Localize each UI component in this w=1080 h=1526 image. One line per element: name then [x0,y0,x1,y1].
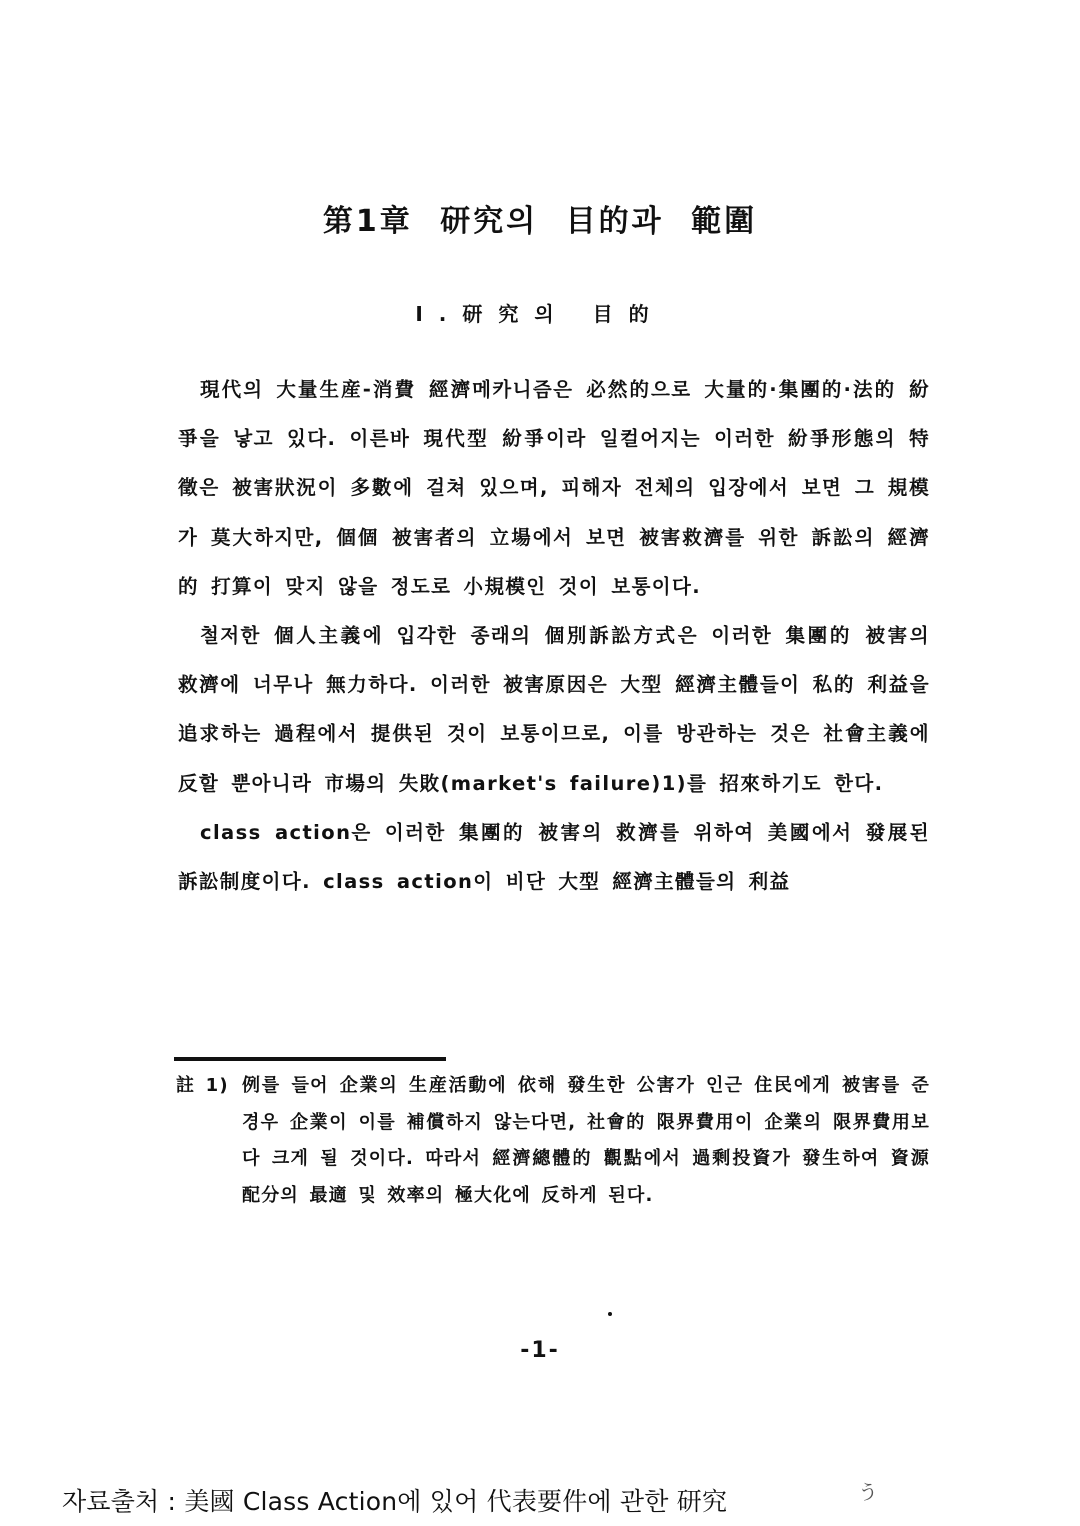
source-caption: 자료출처 : 美國 Class Action에 있어 代表要件에 관한 研究 [62,1487,728,1516]
body-text [178,365,930,906]
footnote [176,1068,930,1214]
speck-mark [608,1312,612,1316]
paragraph-1: 現代의 大量生産-消費 經濟메카니즘은 必然的으로 大量的·集團的·法的 紛爭을 낳고 있다. 이른바 現代型 紛爭이라 일컬어지는 이러한 紛爭形態의 特徵은 被害狀況이 多數에 걸쳐 있으며, 피해자 전체의 입장에서 보면 그 規模가 莫大하지만, 個個 被害者의 立場에서 보면 被害救濟를 위한 訴訟의 經濟的 打算이 맞지 않을 정도로 小規模인 것이 보통이다. [178,378,930,598]
footnote-marker: 註 1) [176,1075,229,1096]
paragraph-2: 철저한 個人主義에 입각한 종래의 個別訴訟方式은 이러한 集團的 被害의 救濟에 너무나 無力하다. 이러한 被害原因은 大型 經濟主體들이 私的 利益을 追求하는 過程에서 提供된 것이 보통이므로, 이를 방관하는 것은 社會主義에 反할 뿐아니라 市場의 失敗(market's failure)1)를 招來하기도 한다. [178,624,930,795]
section-title: Ⅰ.研究의 目的 [415,302,665,326]
corner-watermark-mark: う [858,1480,878,1504]
page-number: -1- [520,1338,560,1363]
chapter-title: 第1章 研究의 目的과 範圍 [322,204,758,239]
footnote-text: 例를 들어 企業의 生産活動에 依해 發生한 公害가 인근 住民에게 被害를 준 경우 企業이 이를 補償하지 않는다면, 社會的 限界費用이 企業의 限界費用보다 크게 될 것이다. 따라서 經濟總體的 觀點에서 過剩投資가 發生하여 資源配分의 最適 및 效率의 極大化에 反하게 된다. [242,1075,930,1206]
footnote-divider [174,1057,446,1061]
paragraph-3: class action은 이러한 集團的 被害의 救濟를 위하여 美國에서 發展된 訴訟制度이다. class action이 비단 大型 經濟主體들의 利益 [178,820,930,894]
